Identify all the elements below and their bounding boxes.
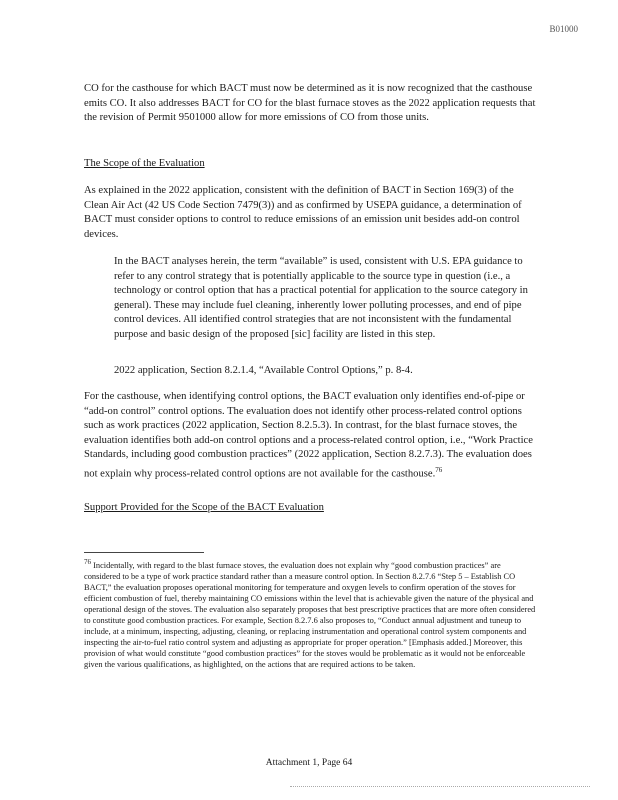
- footnote-divider: [84, 552, 204, 553]
- paragraph-casthouse-text: For the casthouse, when identifying control options, the BACT evaluation only identifies end-of-pipe or “add-on control” control options. The evaluation does not identify other process-related control options such as work practices (2022 application, Section 8.2.5.3). In contrast, for the blast furnace stoves, the evaluation identifies both add-on control options and a process-related control option, i.e., “Work Practice Standards, including good combustion practices” (2022 application, Section 8.2.7.3). The evaluation does not explain why process-related control options are not available for the casthouse.: [84, 391, 533, 480]
- footnote: [84, 557, 536, 670]
- footnote-marker: 76: [84, 558, 91, 566]
- footnote-text: Incidentally, with regard to the blast furnace stoves, the evaluation does not explain why “good combustion practices” are considered to be a type of work practice standard rather than a measure control option. In Section 8.2.7.6 “Step 5 – Establish CO BACT,” the evaluation proposes operational monitoring for temperature and oxygen levels to confirm operation of the stoves for efficient combustion of fuel, thereby maintaining CO emissions within the level that is achievable given the nature of the physical and operational design of the stoves. The evaluation also separately proposes that best prescriptive practices that are more often considered to constitute good combustion practices. For example, Section 8.2.7.6 also proposes to, “Conduct annual adjustment and tuneup to include, at a minimum, inspecting, adjusting, cleaning, or replacing instrumentation and operational control system components and inspecting the air-to-fuel ratio control system and adjusting as appropriate for proper operation.” [Emphasis added.] Moreover, this provision of what would constitute “good combustion practices” for the stoves would be problematic as it would not be enforceable given the various qualifications, as highlighted, on the actions that are required actions to be taken.: [84, 560, 536, 669]
- block-quote: In the BACT analyses herein, the term “available” is used, consistent with U.S. EPA guidance to refer to any control strategy that is potentially applicable to the source type in question (i.e., a technology or control option that has a practical potential for application to the source category in general). These may include fuel cleaning, inherently lower polluting processes, and end of pipe control devices. All identified control strategies that are not inconsistent with the fundamental purpose and basic design of the proposed [sic] facility are listed in this step.: [114, 256, 528, 340]
- paragraph-bact-definition: As explained in the 2022 application, consistent with the definition of BACT in Section 169(3) of the Clean Air Act (42 US Code Section 7479(3)) and as confirmed by USEPA guidance, a determination of BACT must consider options to control to reduce emissions of an emission unit besides add-on control devices.: [84, 185, 522, 240]
- paragraph-intro: CO for the casthouse for which BACT must now be determined as it is now recognized that the casthouse emits CO. It also addresses BACT for CO for the blast furnace stoves as the 2022 application requests that the revision of Permit 9501000 allow for more emissions of CO from those units.: [84, 83, 536, 124]
- paragraph-casthouse-options: [84, 390, 536, 482]
- heading-support-provided: Support Provided for the Scope of the BACT Evaluation: [84, 502, 324, 513]
- page-footer: Attachment 1, Page 64: [265, 758, 353, 768]
- bottom-divider: [290, 786, 590, 787]
- heading-scope-of-evaluation: The Scope of the Evaluation: [84, 158, 205, 169]
- quote-citation: 2022 application, Section 8.2.1.4, “Available Control Options,” p. 8-4.: [114, 365, 413, 376]
- document-id: B01000: [549, 24, 578, 34]
- footnote-reference: 76: [435, 465, 443, 474]
